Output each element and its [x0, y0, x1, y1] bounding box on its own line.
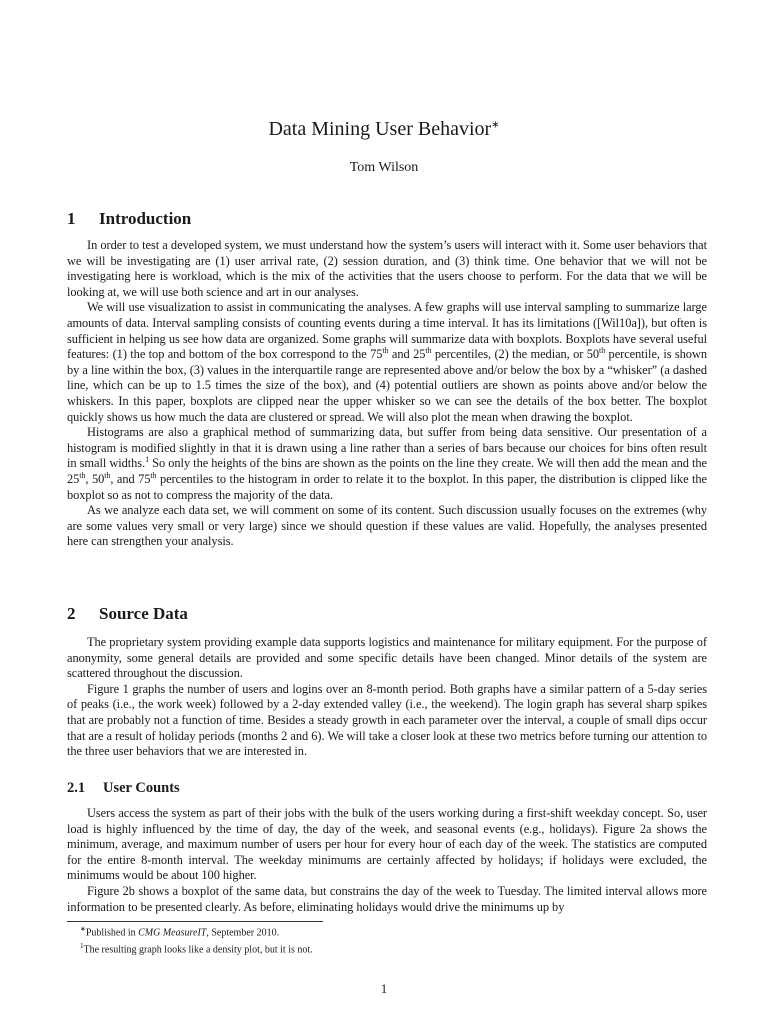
section-title: Source Data — [99, 604, 188, 623]
section-introduction — [67, 208, 707, 550]
paragraph: Users access the system as part of their jobs with the bulk of the users working during a first-shift weekday concept. So, user load is highly influenced by the time of day, the day of the week, and seasonal events (e.g., holidays). Figure 2a shows the minimum, average, and maximum number of users per hour for every hour of each day of the week. The statistics are computed for the entire 8-month interval. The weekday minimums are certainly affected by holidays; if holidays were excluded, the minimums would be about 100 higher. — [67, 806, 707, 883]
footnote-text: , September 2010. — [206, 927, 280, 939]
ordinal-suffix: th — [104, 470, 111, 480]
subsection-number: 2.1 — [67, 780, 86, 796]
paragraph: In order to test a developed system, we must understand how the system’s users will interact with it. Some user behaviors that we will be investigating are (1) user arrival rate, (2) session duration, and (3) think time. One behavior that we will not be investigating here is workload, which is the mix of the activities that the users choose to perform. For the data that we will be looking at, we will use both science and art in our analyses. — [67, 238, 707, 299]
page-number: 1 — [380, 982, 388, 996]
ordinal-suffix: th — [599, 346, 606, 356]
paragraph: The proprietary system providing example data supports logistics and maintenance for military equipment. For the purpose of anonymity, some general details are provided and some specific details have been changed. Minor details of the system are scattered throughout the discussion. — [67, 635, 707, 681]
subsection-heading — [67, 778, 707, 798]
paragraph: Histograms are also a graphical method of summarizing data, but suffer from being data sensitive. Our presentation of a histogram is modified slightly in that it is drawn using a line rather than a series of bars because our choices for bins often result in small widths.$^1$ So only the heights of the bins are shown as the points on the line they create. We will then add the mean and the 25th, 50th, and 75th percentiles to the histogram in order to relate it to the boxplot. In this paper, the distribution is clipped like the boxplot so as not to compress the majority of the data. — [67, 425, 707, 502]
paper-author: Tom Wilson — [349, 160, 419, 175]
subsection-user-counts — [67, 778, 707, 915]
footnotes — [80, 923, 680, 957]
ordinal-suffix: th — [382, 346, 389, 356]
title-footnote-mark: ∗ — [491, 119, 500, 131]
section-number: 1 — [67, 209, 76, 228]
paragraph: Figure 1 graphs the number of users and logins over an 8-month period. Both graphs have a similar pattern of a 5-day series of peaks (i.e., the work week) followed by a 2-day extended valley (i.e., the weekend). The login graph has several sharp spikes that are probably not a function of time. Besides a steady growth in each parameter over the interval, a couple of small dips occur that are a result of holiday periods (months 2 and 6). We will take a closer look at these two metrics before turning our attention to the three user behaviors that we are interested in. — [67, 681, 707, 759]
paragraph: We will use visualization to assist in communicating the analyses. A few graphs will use interval sampling to summarize large amounts of data. Interval sampling consists of counting events during a time interval. It has its limitations ([Wil10a]), but often is sufficient in helping us see how data are organized. Some graphs will summarize data with boxplots. Boxplots have several useful features: (1) the top and bottom of the box correspond to the 75th and 25th percentiles, (2) the median, or 50th percentile, is shown by a line within the box, (3) values in the interquartile range are represented above and/or below the box by a “whisker” (a dashed line, which can be up to 1.5 times the size of the box), and (4) potential outliers are shown as points above and/or below the whiskers. In this paper, boxplots are clipped near the upper whisker so we can see the details of the box better. The boxplot quickly shows us how much the data are clustered or spread. We will also plot the mean when drawing the boxplot. — [67, 300, 707, 424]
footnote-1 — [80, 923, 680, 940]
paper-title-text: Data Mining User Behavior — [268, 118, 492, 140]
footnote-mark: ∗ — [80, 925, 86, 933]
ordinal-suffix: th — [150, 470, 157, 480]
footnote-text: Published in — [85, 927, 139, 939]
subsection-title: User Counts — [103, 780, 180, 796]
ordinal-suffix: th — [79, 470, 86, 480]
ordinal-suffix: th — [425, 346, 432, 356]
footnote-rule — [67, 921, 323, 922]
footnote-text: The resulting graph looks like a density plot, but it is not. — [83, 944, 313, 956]
paragraph: As we analyze each data set, we will comment on some of its content. Such discussion usually focuses on the extremes (why are some values very small or very large) since we should question if these values are valid. Hopefully, the analyses presented here can strengthen your analysis. — [67, 503, 707, 549]
section-title: Introduction — [99, 209, 192, 228]
footnote-venue: CMG MeasureIT — [138, 927, 207, 939]
paper-title — [0, 116, 768, 142]
footnote-2 — [80, 940, 680, 957]
paragraph: Figure 2b shows a boxplot of the same data, but constrains the day of the week to Tuesday. The limited interval allows more information to be presented clearly. As before, eliminating holidays would drive the minimums up by — [67, 883, 707, 914]
section-source-data — [67, 603, 707, 760]
footnote-mark: 1 — [80, 941, 84, 950]
section-heading — [67, 208, 707, 230]
footnote-ref: 1 — [145, 455, 150, 465]
section-heading — [67, 603, 707, 625]
section-number: 2 — [67, 604, 76, 623]
